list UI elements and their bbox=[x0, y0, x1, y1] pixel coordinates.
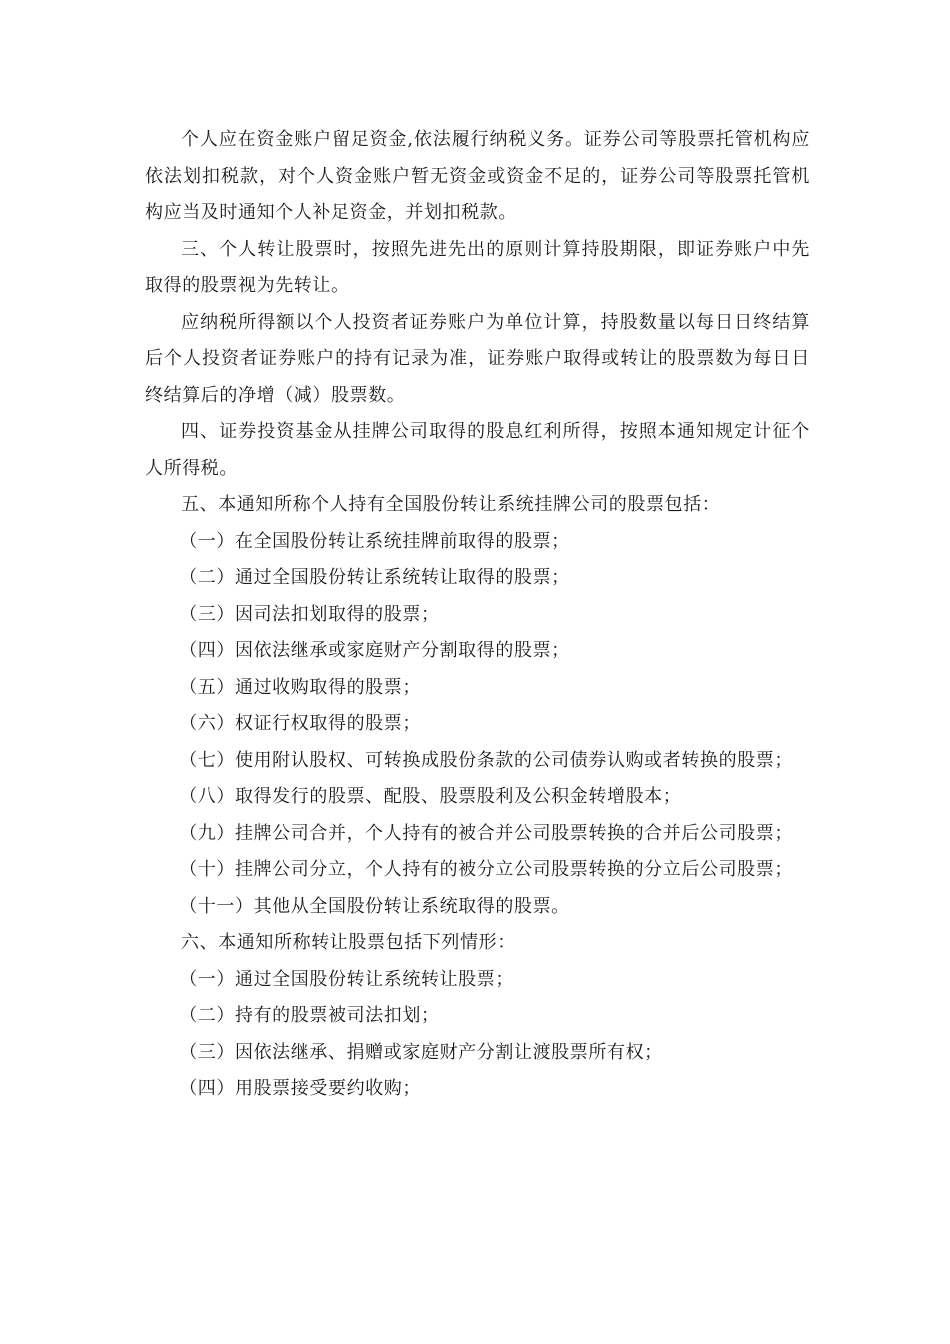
document-body bbox=[145, 122, 810, 1108]
list-item-5-4: （四）因依法继承或家庭财产分割取得的股票； bbox=[179, 640, 570, 661]
list-item-5-10: （十）挂牌公司分立，个人持有的被分立公司股票转换的分立后公司股票； bbox=[179, 859, 793, 880]
paragraph-withholding: 个人应在资金账户留足资金,依法履行纳税义务。证券公司等股票托管机构应依法划扣税款，对个人资金账户暂无资金或资金不足的，证券公司等股票托管机构应当及时通知个人补足资金，并划扣税款。 bbox=[145, 129, 810, 223]
list-item-5-3: （三）因司法扣划取得的股票； bbox=[179, 603, 440, 625]
list-item-6-3: （三）因依法继承、捐赠或家庭财产分割让渡股票所有权； bbox=[179, 1041, 663, 1063]
list-item-5-1: （一）在全国股份转让系统挂牌前取得的股票； bbox=[179, 530, 570, 552]
paragraph-section-3: 三、个人转让股票时，按照先进先出的原则计算持股期限，即证券账户中先取得的股票视为先转让。 bbox=[145, 238, 810, 296]
list-item-6-2: （二）持有的股票被司法扣划； bbox=[179, 1005, 440, 1026]
list-item-5-2: （二）通过全国股份转让系统转让取得的股票； bbox=[179, 567, 570, 588]
paragraph-taxable-income: 应纳税所得额以个人投资者证券账户为单位计算，持股数量以每日日终结算后个人投资者证券账户的持有记录为准，证券账户取得或转让的股票数为每日日终结算后的净增（减）股票数。 bbox=[145, 311, 810, 406]
list-item-6-1: （一）通过全国股份转让系统转让股票； bbox=[179, 968, 514, 990]
list-item-5-8: （八）取得发行的股票、配股、股票股利及公积金转增股本； bbox=[179, 786, 682, 807]
list-item-6-4: （四）用股票接受要约收购； bbox=[179, 1078, 421, 1099]
paragraph-section-6: 六、本通知所称转让股票包括下列情形： bbox=[181, 932, 516, 953]
list-item-5-9: （九）挂牌公司合并，个人持有的被合并公司股票转换的合并后公司股票； bbox=[179, 822, 793, 844]
list-item-5-11: （十一）其他从全国股份转让系统取得的股票。 bbox=[179, 895, 570, 917]
list-item-5-5: （五）通过收购取得的股票； bbox=[179, 676, 421, 698]
paragraph-section-4: 四、证券投资基金从挂牌公司取得的股息红利所得，按照本通知规定计征个人所得税。 bbox=[145, 421, 810, 479]
list-item-5-7: （七）使用附认股权、可转换成股份条款的公司债券认购或者转换的股票； bbox=[179, 749, 793, 771]
list-item-5-6: （六）权证行权取得的股票； bbox=[179, 713, 421, 734]
paragraph-section-5: 五、本通知所称个人持有全国股份转让系统挂牌公司的股票包括： bbox=[181, 494, 721, 515]
